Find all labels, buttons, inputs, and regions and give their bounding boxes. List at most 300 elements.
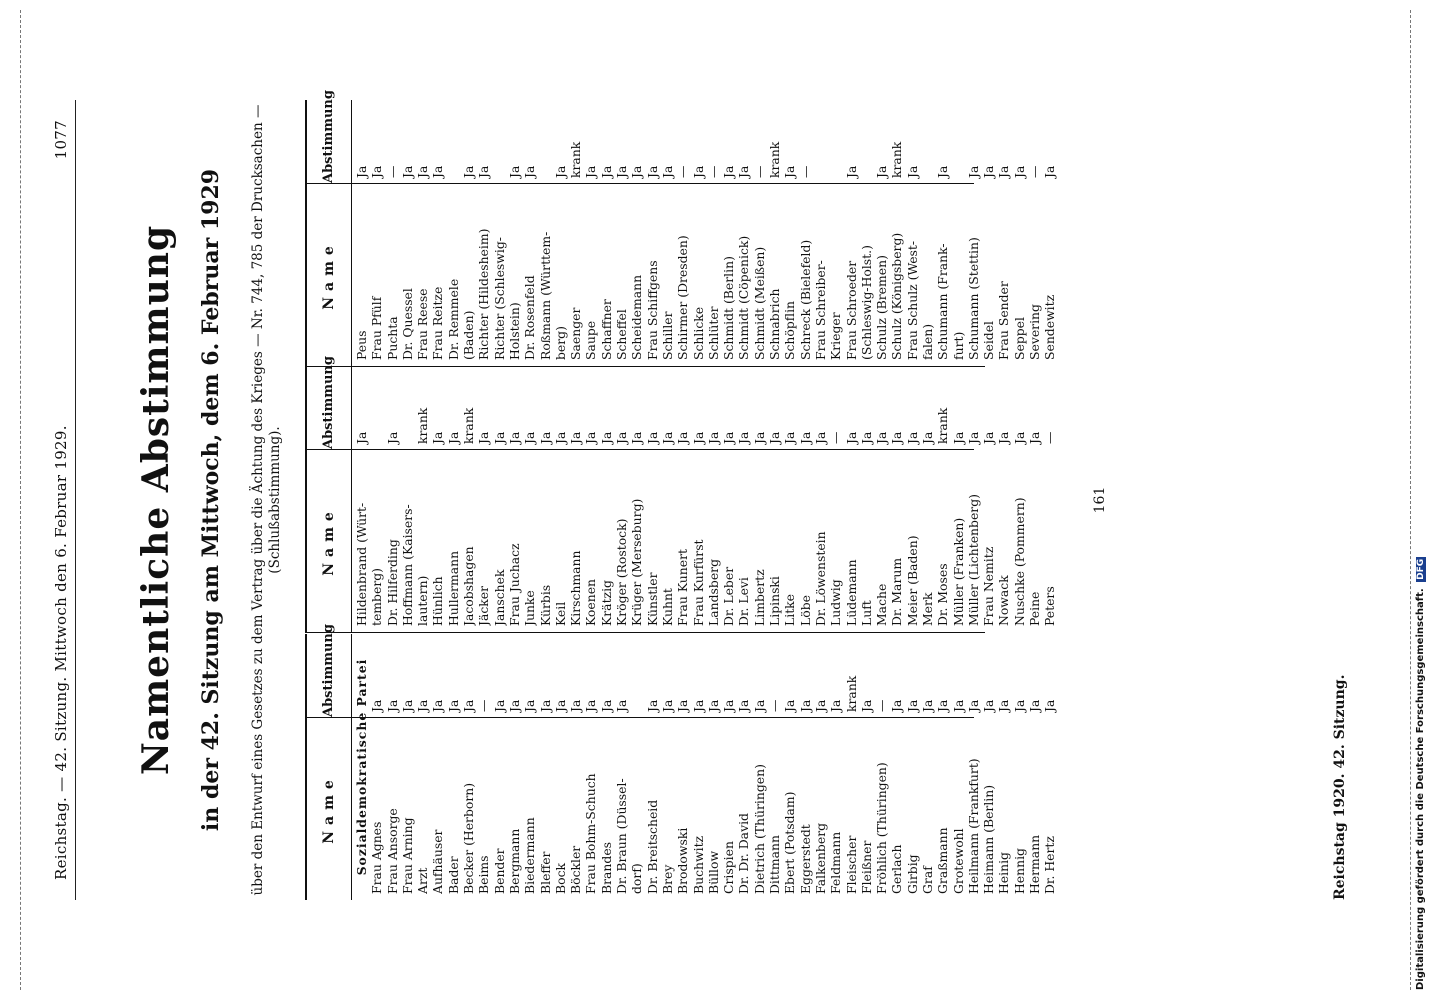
member-vote: Ja [797,699,813,712]
member-vote: Ja [981,165,997,178]
member-row [874,100,889,366]
member-row [1042,634,1057,900]
member-name: Seidel [981,320,997,360]
member-name: Scheidemann [629,274,645,360]
member-vote: Ja [476,431,492,444]
member-vote: Ja [369,165,385,178]
member-vote: krank [461,407,477,444]
member-name: Aufhäuser [430,829,446,894]
member-vote: Ja [996,431,1012,444]
member-name: Schumann (Frank- [935,243,951,360]
page-number: 1077 [52,120,70,160]
member-row [798,634,813,900]
member-row [614,634,629,900]
member-row [767,100,782,366]
member-vote: Ja [614,431,630,444]
member-vote: Ja [828,699,844,712]
member-row [1012,100,1027,366]
member-row [522,100,537,366]
member-name: lautern) [415,575,431,626]
member-row [752,634,767,900]
member-vote: Ja [506,431,522,444]
member-row [522,634,537,900]
member-row [568,634,583,900]
member-row [369,100,384,366]
member-name: Limbertz [751,569,767,626]
member-vote: Ja [965,431,981,444]
member-name: Arzt [415,867,431,894]
member-vote: Ja [889,431,905,444]
member-row [782,100,797,366]
member-row [385,366,400,632]
member-vote: Ja [736,165,752,178]
member-name: Fleischer [843,835,859,894]
member-vote: Ja [751,431,767,444]
member-row [813,366,828,632]
member-row [476,100,491,366]
digitization-text: Digitalisierung gefördert durch die Deutsche Forschungsgemeinschaft. [1415,588,1426,990]
member-row [691,366,706,632]
member-name: (Baden) [461,310,477,360]
member-vote: Ja [583,431,599,444]
member-vote: Ja [522,431,538,444]
member-row [966,634,981,900]
member-name: Falkenberg [812,822,828,894]
member-name: Hünlich [430,576,446,626]
member-vote: Ja [614,699,630,712]
member-name: Keil [552,601,568,626]
member-row [369,634,384,900]
column-body [354,634,1058,900]
member-row [430,100,445,366]
member-row [706,634,721,900]
member-row [1027,366,1042,632]
member-vote: — [675,165,691,178]
member-row [614,100,629,366]
member-row [691,634,706,900]
member-row [951,634,966,900]
member-name: Frau Schreiber- [812,260,828,360]
member-row [736,100,751,366]
member-row [583,366,598,632]
member-row [981,634,996,900]
member-row [798,366,813,632]
member-vote: Ja [522,165,538,178]
member-name: Hildenbrand (Würt- [354,502,369,626]
member-row [905,100,920,366]
member-name: Böckler [568,845,584,894]
member-name: Frau Arning [399,817,415,894]
member-name: temberg) [369,567,385,626]
member-row [920,100,935,366]
member-name: Müller (Lichtenberg) [965,494,981,626]
header-name: Name [307,717,351,900]
member-name: Dr. Hertz [1042,836,1058,894]
member-vote: Ja [445,431,461,444]
member-row [415,366,430,632]
member-name: Schreck (Bielefeld) [797,239,813,360]
member-row [660,366,675,632]
member-row [767,366,782,632]
member-vote: — [1042,431,1058,444]
member-row [415,100,430,366]
member-name: Lipinski [767,576,783,626]
member-name: Heilmann (Frankfurt) [965,758,981,894]
member-row [889,100,904,366]
member-row [752,366,767,632]
member-row [660,634,675,900]
member-vote: Ja [430,699,446,712]
member-vote: Ja [843,431,859,444]
member-vote: Ja [950,699,966,712]
member-row [981,100,996,366]
member-row [553,366,568,632]
member-row [752,100,767,366]
member-vote: Ja [644,431,660,444]
member-name: Ludwig [828,579,844,626]
member-name: Frau Schulz (West- [904,240,920,360]
member-row [507,100,522,366]
member-name: Dr. Leber [721,566,737,626]
member-name: Crispien [721,841,737,894]
member-vote: Ja [1011,165,1027,178]
header-rule [75,100,76,900]
member-name: Eggerstedt [797,824,813,894]
member-vote: Ja [644,699,660,712]
member-vote: Ja [782,165,798,178]
dfg-logo: DFG [1416,558,1426,580]
member-row [400,634,415,900]
member-name: Becker (Herborn) [461,782,477,894]
member-vote: Ja [384,431,400,444]
member-vote: Ja [782,699,798,712]
member-name: Dr. Quessel [399,288,415,360]
member-vote: Ja [430,165,446,178]
member-vote: Ja [675,431,691,444]
member-row [675,366,690,632]
member-vote: — [874,699,890,712]
member-name: Buchwitz [690,835,706,894]
member-row [889,366,904,632]
member-name: Saenger [568,307,584,360]
member-row [522,366,537,632]
member-name: dorf) [629,863,645,894]
member-vote: Ja [1011,699,1027,712]
member-name: Roßmann (Württem- [537,231,553,360]
member-row [553,100,568,366]
member-row [935,100,950,366]
member-row [538,100,553,366]
member-vote: Ja [965,699,981,712]
member-vote: Ja [354,165,369,178]
member-row [385,100,400,366]
member-row [599,100,614,366]
member-name: Kröger (Rostock) [614,518,630,626]
member-row [354,366,369,632]
member-vote: krank [568,141,584,178]
member-vote: Ja [675,699,691,712]
member-name: Sendewitz [1042,294,1058,360]
member-row [905,366,920,632]
member-vote: Ja [430,431,446,444]
member-vote: Ja [445,699,461,712]
member-vote: — [705,165,721,178]
member-name: Nuschke (Pommern) [1011,497,1027,626]
member-name: Schulz (Bremen) [874,255,890,360]
member-row [996,634,1011,900]
member-vote: Ja [354,431,369,444]
member-name: Frau Reitze [430,286,446,360]
member-vote: Ja [659,699,675,712]
member-name: Dr. Löwenstein [812,531,828,626]
member-row [461,100,476,366]
member-name: Krieger [828,312,844,360]
member-row [645,100,660,366]
member-row [951,100,966,366]
member-name: Litke [782,593,798,626]
member-name: Luft [858,600,874,626]
member-name: Merk [919,592,935,626]
member-name: Krüger (Merseburg) [629,498,645,626]
member-vote: Ja [812,431,828,444]
member-name: Bergmann [506,828,522,894]
member-name: Schirmer (Dresden) [675,235,691,360]
member-row [645,634,660,900]
member-row [721,634,736,900]
member-row [568,366,583,632]
member-name: Jäcker [476,585,492,626]
member-row [813,100,828,366]
member-row [721,100,736,366]
column-header [305,90,352,366]
column-header [305,356,352,632]
running-head [52,120,70,880]
member-name: Dr. Hilferding [384,539,400,626]
member-name: Beims [476,855,492,894]
member-row [996,366,1011,632]
member-row [538,366,553,632]
member-row [935,634,950,900]
member-row [553,634,568,900]
member-row [461,634,476,900]
member-row [844,366,859,632]
member-row [1027,100,1042,366]
member-name: Dr. Moses [935,563,951,626]
member-row [629,366,644,632]
member-name: Frau Sender [996,281,1012,360]
member-vote: Ja [537,431,553,444]
member-name: Schlicke [690,306,706,360]
member-vote: Ja [721,699,737,712]
member-vote: Ja [583,699,599,712]
member-row [614,366,629,632]
member-row [446,366,461,632]
member-vote: Ja [583,165,599,178]
member-row [415,634,430,900]
member-name: Frau Juchacz [506,543,522,626]
member-vote: — [476,699,492,712]
member-row [629,100,644,366]
member-row [675,100,690,366]
member-vote: Ja [950,431,966,444]
member-vote: Ja [996,699,1012,712]
member-name: Frau Pfülf [369,296,385,360]
member-vote: Ja [552,165,568,178]
member-name: Frau Kurfürst [690,539,706,626]
member-vote: krank [889,141,905,178]
member-name: Bender [491,848,507,894]
member-name: Scheffel [614,309,630,360]
member-row [1042,100,1057,366]
member-vote: — [828,431,844,444]
member-name: Janschek [491,569,507,626]
member-name: Schöpflin [782,300,798,360]
member-row [966,100,981,366]
member-row [1042,366,1057,632]
member-vote: Ja [506,165,522,178]
member-vote: Ja [904,431,920,444]
member-vote: — [751,165,767,178]
member-row [476,634,491,900]
member-vote: krank [935,407,951,444]
sheet-number: 161 [1092,486,1108,514]
member-vote: Ja [461,165,477,178]
header-vote: Abstimmung [321,624,336,717]
member-name: Peus [354,330,369,360]
member-name: Dittmann [767,835,783,894]
member-name: Landsberg [705,558,721,626]
member-vote: Ja [568,699,584,712]
member-vote: Ja [812,699,828,712]
member-name: Meier (Baden) [904,535,920,626]
member-name: Künstler [644,572,660,626]
member-vote: Ja [476,165,492,178]
member-vote: — [384,165,400,178]
member-row [828,366,843,632]
member-row [400,100,415,366]
member-row [736,366,751,632]
member-name: Krätzig [598,580,614,626]
footer-signature: Reichstag 1920. 42. Sitzung. [1332,674,1348,900]
member-name: Dr. Dr. David [736,813,752,894]
member-row [1012,366,1027,632]
member-name: Richter (Schleswig- [491,237,507,360]
member-vote: Ja [858,431,874,444]
member-name: Schumann (Stettin) [965,237,981,360]
member-name: Brandes [598,841,614,894]
member-name: Junke [522,590,538,626]
member-row [782,634,797,900]
member-name: Dr. Marum [889,557,905,626]
column-body [354,366,1058,632]
member-row [935,366,950,632]
member-row [798,100,813,366]
description-line-1: über den Entwurf eines Gesetzes zu dem Vertrag über die Ächtung des Krieges — Nr. 744, 785 der Drucksachen — [250,104,266,896]
member-name: falen) [919,323,935,360]
member-vote: Ja [767,431,783,444]
member-row [675,634,690,900]
member-vote: Ja [904,699,920,712]
member-vote: Ja [1011,431,1027,444]
member-row [507,366,522,632]
member-name: Frau Nemitz [981,546,997,626]
member-name: Puchta [384,316,400,360]
member-vote: krank [415,407,431,444]
header-name: Name [307,183,351,366]
member-vote: Ja [721,431,737,444]
member-name: Kürbis [537,584,553,626]
member-name: Richter (Hildesheim) [476,228,492,360]
member-name: Holstein) [506,302,522,360]
member-vote: Ja [858,699,874,712]
member-row [706,100,721,366]
member-row [782,366,797,632]
member-row [874,366,889,632]
member-vote: Ja [598,431,614,444]
vote-description [250,100,284,900]
member-name: (Schleswig-Holst.) [858,245,874,360]
member-vote: Ja [935,165,951,178]
member-name: Hullermann [445,550,461,626]
member-vote: — [797,165,813,178]
column-body [354,100,1058,366]
member-vote: Ja [415,699,431,712]
header-vote: Abstimmung [321,90,336,183]
member-row [492,366,507,632]
member-name: Brodowski [675,827,691,894]
member-name: berg) [552,326,568,360]
party-name: Sozialdemokratische Partei [354,658,369,876]
member-row [354,100,369,366]
member-row [1027,634,1042,900]
member-vote: Ja [659,431,675,444]
member-vote: Ja [705,431,721,444]
member-vote: Ja [935,699,951,712]
member-vote: Ja [889,699,905,712]
member-row [874,634,889,900]
page-subtitle: in der 42. Sitzung am Mittwoch, dem 6. Februar 1929 [198,168,224,832]
member-row [538,634,553,900]
member-name: Frau Schroeder [843,260,859,360]
member-vote: Ja [399,699,415,712]
member-vote: Ja [996,165,1012,178]
member-name: Severing [1027,304,1043,360]
member-name: Hermann [1027,834,1043,894]
member-vote: Ja [461,699,477,712]
member-name: Bader [445,856,461,894]
member-name: Schiller [659,311,675,360]
member-vote: Ja [981,699,997,712]
member-name: Schmidt (Berlin) [721,256,737,360]
member-vote: Ja [644,165,660,178]
column-header [305,624,352,900]
member-row [828,634,843,900]
member-name: Feldmann [828,831,844,894]
member-row [507,634,522,900]
vote-column-1 [305,624,1058,900]
member-name: Dr. Rosenfeld [522,275,538,360]
member-vote: Ja [369,699,385,712]
member-name: Koenen [583,578,599,626]
member-vote: Ja [874,431,890,444]
member-name: Hennig [1011,848,1027,894]
member-row [859,366,874,632]
member-row [599,634,614,900]
member-row [446,634,461,900]
member-vote: Ja [629,165,645,178]
member-name: Dr. Levi [736,577,752,626]
vote-column-2 [305,356,1058,632]
